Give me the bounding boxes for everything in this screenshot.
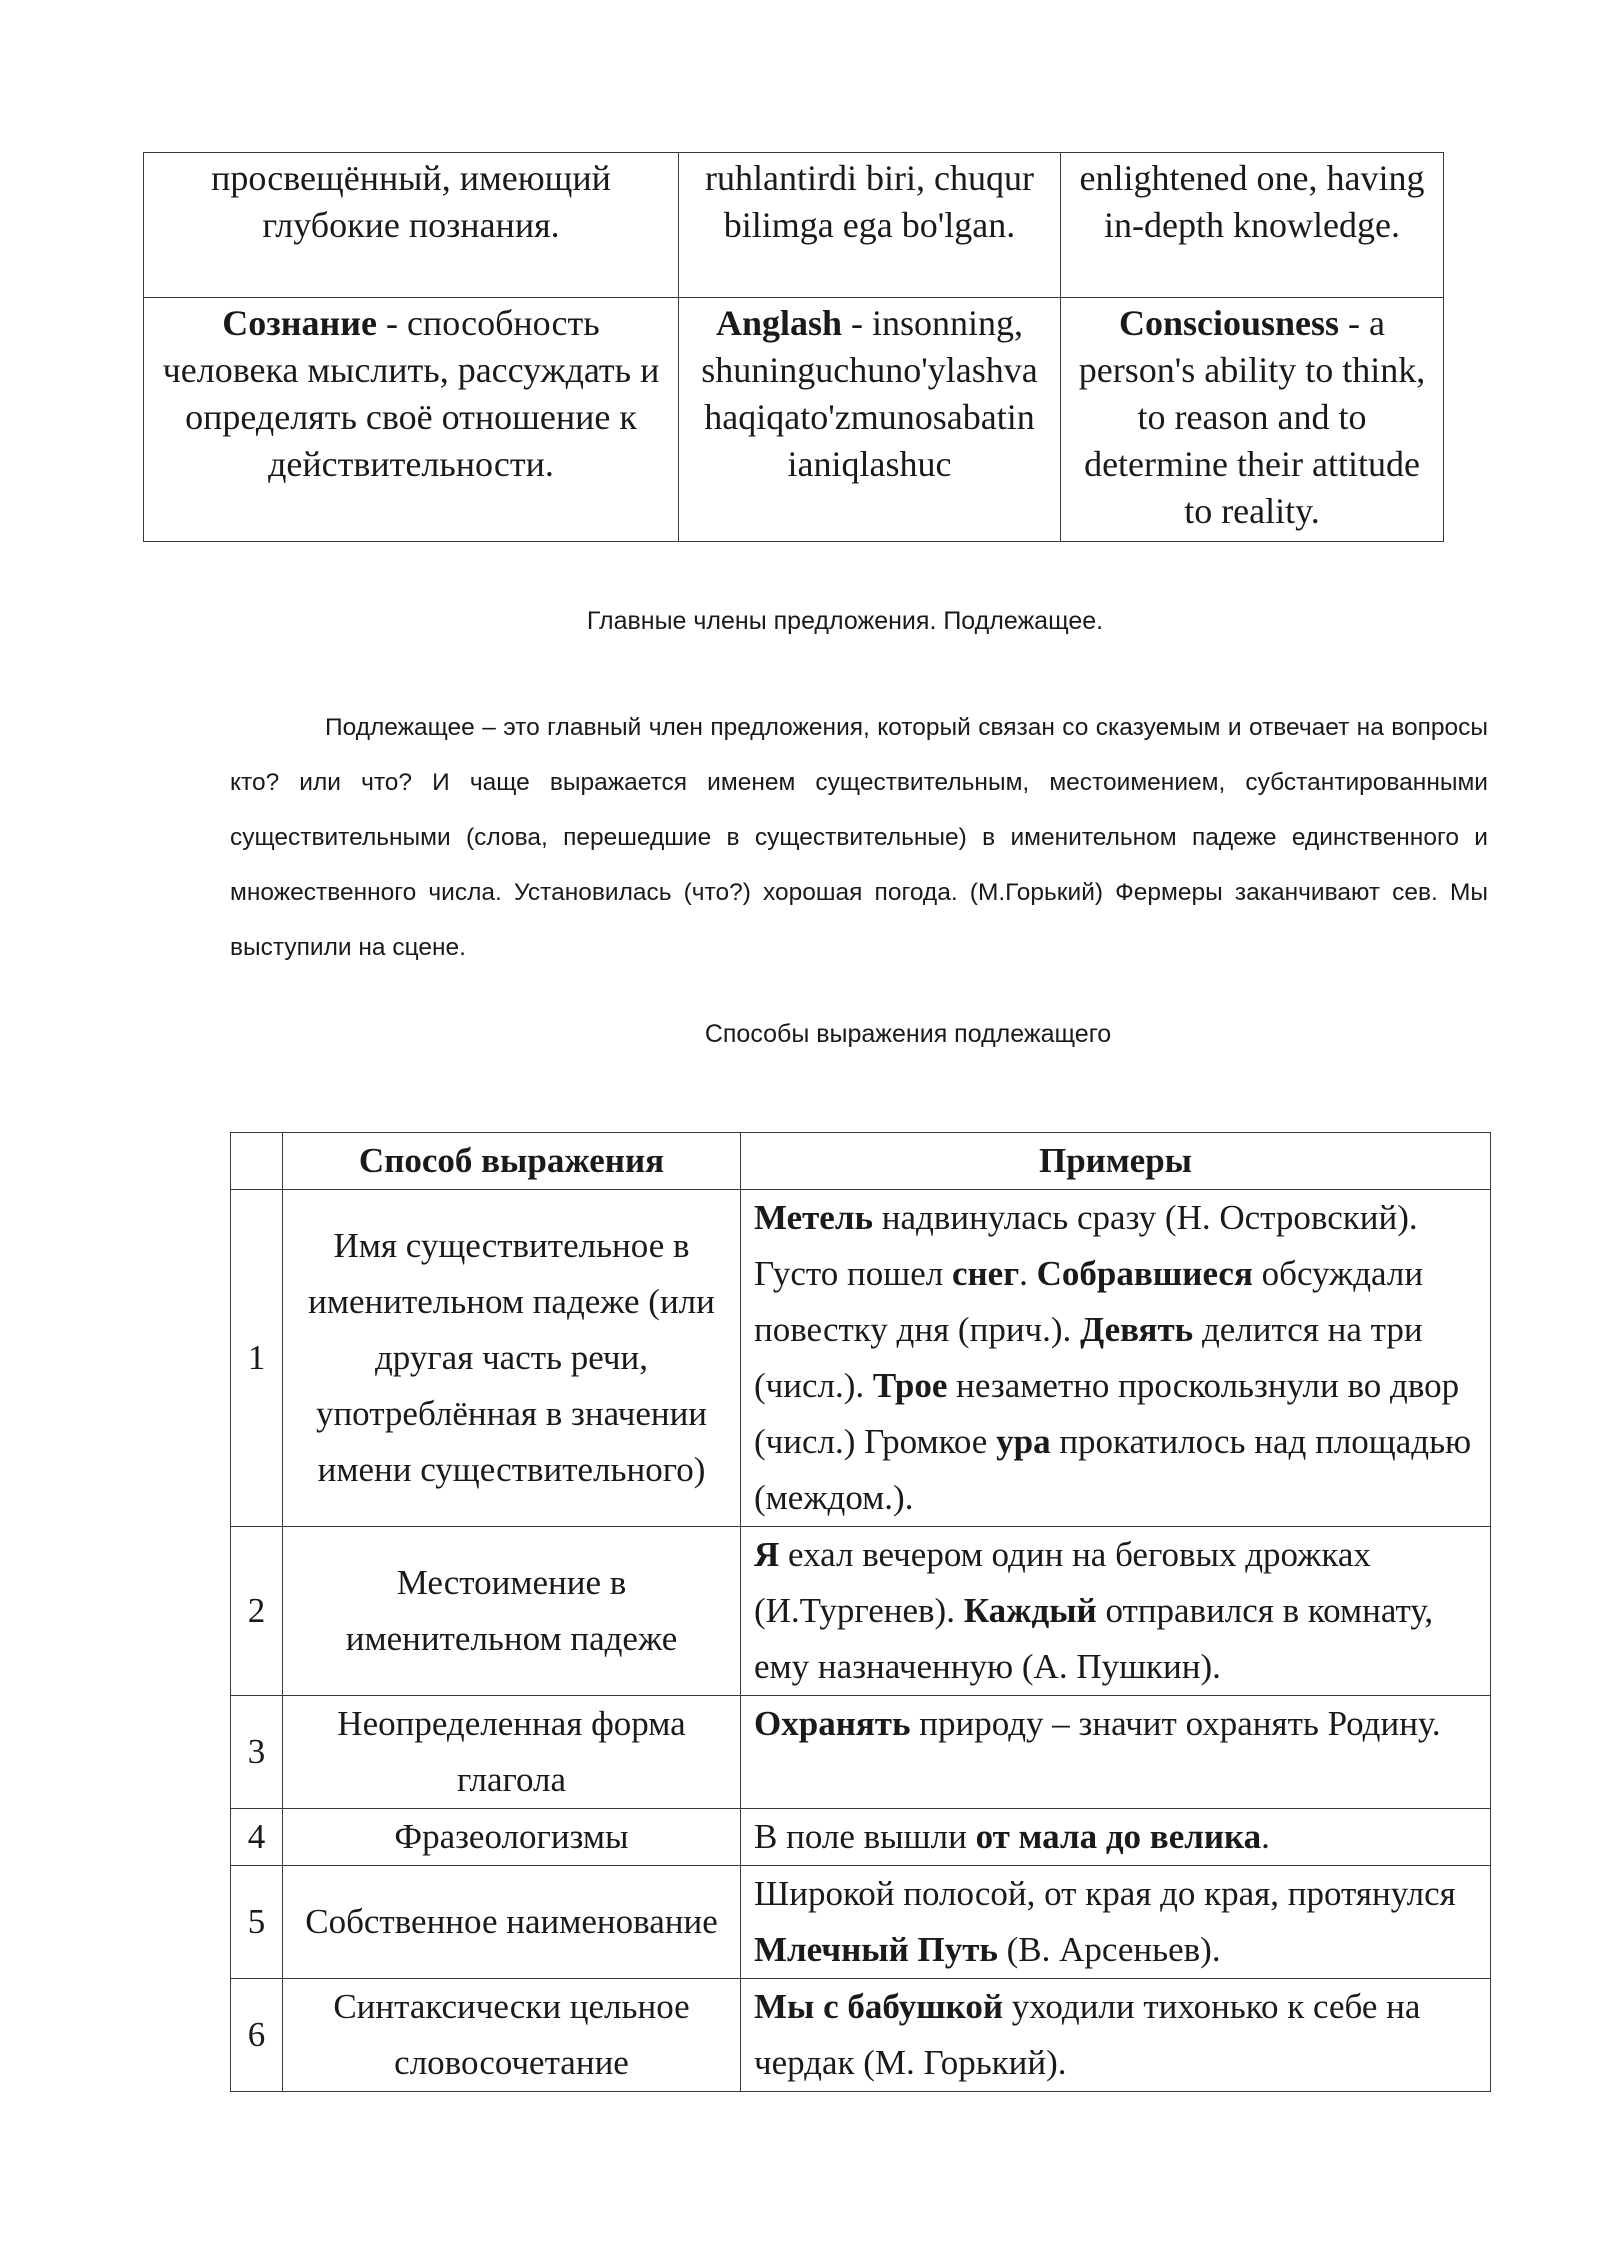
way-cell: Неопределенная форма глагола [283, 1696, 741, 1809]
header-examples: Примеры [741, 1133, 1491, 1190]
glossary-term: Anglash [715, 303, 843, 343]
way-cell: Местоимение в именительном падеже [283, 1527, 741, 1696]
example-text: обсуждали повестку дня (прич.). [754, 1254, 1424, 1349]
glossary-cell-uz [679, 298, 1061, 542]
glossary-definition: - a person's ability to think, to reason and to determine their attitude to reality. [1078, 303, 1426, 531]
example-text: незаметно проскользнули во двор (числ.) Громкое [754, 1366, 1460, 1461]
way-cell: Фразеологизмы [283, 1809, 741, 1866]
examples-cell [741, 1527, 1491, 1696]
example-text: (В. Арсеньев). [997, 1930, 1221, 1969]
examples-cell [741, 1809, 1491, 1866]
row-number: 4 [231, 1809, 283, 1866]
example-highlight: от мала до велика [975, 1817, 1262, 1856]
example-highlight: Трое [872, 1366, 948, 1405]
row-number: 1 [231, 1190, 283, 1527]
example-text: отправился в комнату, ему назначенную (А. Пушкин). [754, 1591, 1434, 1686]
table-row [231, 1190, 1491, 1527]
example-highlight: Девять [1080, 1310, 1194, 1349]
glossary-row [144, 298, 1444, 542]
examples-cell [741, 1190, 1491, 1527]
table-row [231, 1527, 1491, 1696]
example-text: ехал вечером один на беговых дрожках (И.Тургенев). [754, 1535, 1371, 1630]
example-highlight: ура [996, 1422, 1051, 1461]
example-text: . [1019, 1254, 1037, 1293]
glossary-cell-en: enlightened one, having in-depth knowledge. [1061, 153, 1444, 298]
table-row [231, 1979, 1491, 2092]
glossary-cell-uz: ruhlantirdi biri, chuqur bilimga ega bo'lgan. [679, 153, 1061, 298]
row-number: 6 [231, 1979, 283, 2092]
glossary-term: Сознание [222, 303, 377, 343]
section-heading: Главные члены предложения. Подлежащее. [586, 607, 1104, 635]
examples-cell [741, 1696, 1491, 1809]
example-text: уходили тихонько к себе на чердак (М. Горький). [754, 1987, 1421, 2082]
table-caption: Способы выражения подлежащего [704, 1020, 1112, 1048]
body-paragraph [230, 700, 1488, 975]
way-cell: Синтаксически цельное словосочетание [283, 1979, 741, 2092]
ways-table-body [231, 1190, 1491, 2092]
examples-cell [741, 1979, 1491, 2092]
row-number: 2 [231, 1527, 283, 1696]
table-row [231, 1696, 1491, 1809]
row-number: 3 [231, 1696, 283, 1809]
example-text: прокатилось над площадью (междом.). [754, 1422, 1472, 1517]
way-cell: Имя существительное в именительном падеже (или другая часть речи, употреблённая в значении имени существительного) [283, 1190, 741, 1527]
glossary-definition: - insonning, shuninguchuno'ylashva haqiqato'zmunosabatin ianiqlashuc [701, 303, 1038, 484]
example-highlight: Собравшиеся [1036, 1254, 1253, 1293]
row-number: 5 [231, 1866, 283, 1979]
paragraph-text: Подлежащее – это главный член предложения, который связан со сказуемым и отвечает на вопросы кто? или что? И чаще выражается именем существительным, местоимением, субстантированными существительными (слова, перешедшие в существительные) в именительном падеже единственного и множественного числа. Установилась (что?) хорошая погода. (М.Горький) Фермеры заканчивают сев. Мы выступили на сцене. [230, 714, 1488, 961]
table-row [231, 1809, 1491, 1866]
example-text: Широкой полосой, от края до края, протянулся [754, 1874, 1456, 1913]
example-highlight: Мы с бабушкой [754, 1987, 1003, 2026]
example-highlight: снег [951, 1254, 1020, 1293]
glossary-cell-ru: просвещённый, имеющий глубокие познания. [144, 153, 679, 298]
way-cell: Собственное наименование [283, 1866, 741, 1979]
example-text: В поле вышли [754, 1817, 976, 1856]
example-highlight: Метель [754, 1198, 873, 1237]
glossary-term: Consciousness [1118, 303, 1340, 343]
glossary-cell-en [1061, 298, 1444, 542]
example-text: делится на три (числ.). [754, 1310, 1423, 1405]
header-way: Способ выражения [283, 1133, 741, 1190]
example-highlight: Каждый [963, 1591, 1097, 1630]
table-header-row [231, 1133, 1491, 1190]
table-row [231, 1866, 1491, 1979]
glossary-table [143, 152, 1444, 542]
example-highlight: Млечный Путь [754, 1930, 998, 1969]
examples-cell [741, 1866, 1491, 1979]
example-highlight: Охранять [754, 1704, 911, 1743]
glossary-cell-ru [144, 298, 679, 542]
glossary-definition: - способность человека мыслить, рассуждать и определять своё отношение к действительности. [162, 303, 660, 484]
example-text: . [1261, 1817, 1270, 1856]
ways-table [230, 1132, 1491, 2092]
glossary-row [144, 153, 1444, 298]
example-highlight: Я [754, 1535, 780, 1574]
header-number [231, 1133, 283, 1190]
example-text: надвинулась сразу (Н. Островский). Густо пошел [754, 1198, 1418, 1293]
example-text: природу – значит охранять Родину. [910, 1704, 1441, 1743]
